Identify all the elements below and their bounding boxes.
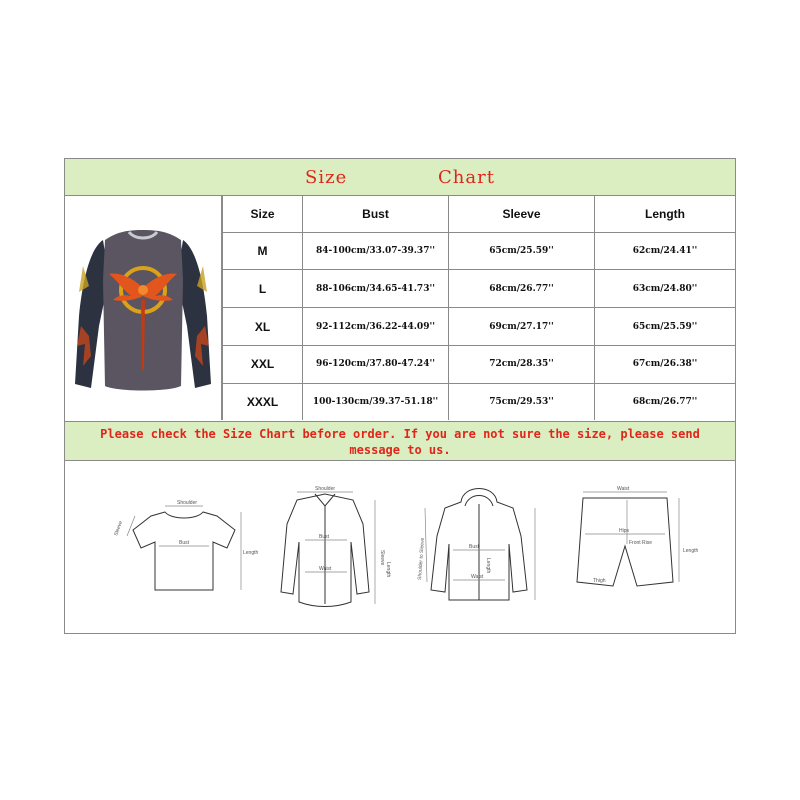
length-cell: 62cm/24.41'' bbox=[595, 232, 736, 270]
table-row bbox=[223, 308, 736, 346]
shorts-front-rise-label: Front Rise bbox=[629, 540, 653, 546]
shorts-thigh-label: Thigh bbox=[593, 578, 606, 584]
size-table bbox=[222, 196, 735, 420]
bust-cell: 84-100cm/33.07-39.37'' bbox=[303, 232, 449, 270]
shirt-length-label: Length bbox=[385, 562, 391, 578]
shirt-waist-label: Waist bbox=[319, 566, 332, 572]
bust-cell: 92-112cm/36.22-44.09'' bbox=[303, 308, 449, 346]
length-cell: 65cm/25.59'' bbox=[595, 308, 736, 346]
table-row bbox=[223, 346, 736, 384]
measurement-diagrams bbox=[65, 462, 735, 634]
table-row bbox=[223, 232, 736, 270]
tshirt-outline bbox=[133, 512, 235, 590]
tshirt-sleeve-label: Sleeve bbox=[113, 520, 125, 537]
hoodie-length-label: Length bbox=[485, 558, 491, 574]
length-cell: 68cm/26.77'' bbox=[595, 383, 736, 420]
shirt-shoulder-label: Shoulder bbox=[315, 486, 336, 492]
shorts-outline bbox=[577, 498, 673, 586]
header-bust: Bust bbox=[303, 196, 449, 232]
sleeve-cell: 65cm/25.59'' bbox=[449, 232, 595, 270]
size-cell: L bbox=[223, 270, 303, 308]
hoodie-waist-label: Waist bbox=[471, 574, 484, 580]
tshirt-length-label: Length bbox=[243, 550, 259, 556]
shirt-bust-label: Bust bbox=[319, 534, 330, 540]
size-chart bbox=[64, 158, 736, 634]
shorts-hips-label: Hips bbox=[619, 528, 630, 534]
bust-cell: 88-106cm/34.65-41.73'' bbox=[303, 270, 449, 308]
sleeve-cell: 75cm/29.53'' bbox=[449, 383, 595, 420]
table-header-row bbox=[223, 196, 736, 232]
table-row bbox=[223, 270, 736, 308]
size-cell: XXL bbox=[223, 346, 303, 384]
product-image-cell bbox=[65, 196, 222, 420]
hoodie-shoulder-to-sleeve-label: Shoulder to Sleeve bbox=[417, 537, 426, 581]
hoodie-bust-label: Bust bbox=[469, 544, 480, 550]
title-word-chart: Chart bbox=[438, 167, 495, 188]
order-note-line-2: message to us. bbox=[349, 443, 451, 457]
sleeve-cell: 72cm/28.35'' bbox=[449, 346, 595, 384]
sleeve-cell: 69cm/27.17'' bbox=[449, 308, 595, 346]
shorts-waist-label: Waist bbox=[617, 486, 630, 492]
title-word-size: Size bbox=[305, 167, 348, 188]
sleeve-cell: 68cm/26.77'' bbox=[449, 270, 595, 308]
size-cell: XL bbox=[223, 308, 303, 346]
shorts-length-label: Length bbox=[683, 548, 699, 554]
table-row bbox=[223, 383, 736, 420]
order-note-line-1: Please check the Size Chart before order. If you are not sure the size, please send bbox=[100, 427, 700, 441]
length-cell: 63cm/24.80'' bbox=[595, 270, 736, 308]
size-cell: XXXL bbox=[223, 383, 303, 420]
size-cell: M bbox=[223, 232, 303, 270]
header-sleeve: Sleeve bbox=[449, 196, 595, 232]
header-length: Length bbox=[595, 196, 736, 232]
compression-shirt-image bbox=[65, 196, 221, 420]
measurement-diagrams-svg bbox=[65, 462, 735, 634]
shirt-sleeve-label: Sleeve bbox=[379, 550, 385, 566]
bust-cell: 100-130cm/39.37-51.18'' bbox=[303, 383, 449, 420]
order-note bbox=[65, 421, 735, 461]
header-size: Size bbox=[223, 196, 303, 232]
tshirt-shoulder-label: Shoulder bbox=[177, 500, 198, 506]
title-bar bbox=[65, 159, 735, 196]
bust-cell: 96-120cm/37.80-47.24'' bbox=[303, 346, 449, 384]
length-cell: 67cm/26.38'' bbox=[595, 346, 736, 384]
tshirt-bust-label: Bust bbox=[179, 540, 190, 546]
